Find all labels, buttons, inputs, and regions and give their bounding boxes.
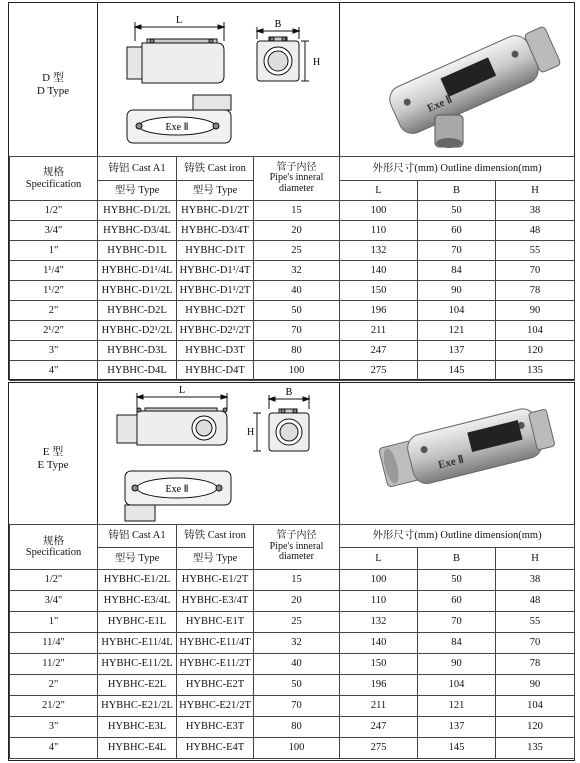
- spec-cell: 3": [10, 717, 98, 738]
- spec-cell: 3/4": [10, 591, 98, 612]
- dim-b-cell: 70: [418, 612, 496, 633]
- model-al-cell: HYBHC-D2L: [98, 301, 177, 321]
- dim-h-label: H: [313, 57, 321, 68]
- dim-l-cell: 132: [340, 612, 418, 633]
- pipe-header-en-1: Pipe's inneral: [269, 172, 324, 184]
- pipe-diameter-header: [254, 157, 340, 201]
- dim-h-cell: 70: [496, 261, 575, 281]
- model-iron-cell: HYBHC-D1¹/4T: [177, 261, 254, 281]
- dim-b-cell: 104: [418, 301, 496, 321]
- spec-header-en: Specification: [25, 547, 82, 558]
- model-iron-cell: HYBHC-D3/4T: [177, 221, 254, 241]
- dim-l-cell: 132: [340, 241, 418, 261]
- model-iron-cell: HYBHC-E3T: [177, 717, 254, 738]
- spec-cell: 1¹/4": [10, 261, 98, 281]
- dim-l-cell: 110: [340, 221, 418, 241]
- model-al-cell: HYBHC-D2¹/2L: [98, 321, 177, 341]
- d-type-block: [8, 2, 575, 380]
- e-type-header: [9, 383, 574, 525]
- model-iron-cell: HYBHC-E1/2T: [177, 570, 254, 591]
- dim-b-cell: 60: [418, 221, 496, 241]
- dim-b-cell: 145: [418, 738, 496, 759]
- model-al-cell: HYBHC-E3/4L: [98, 591, 177, 612]
- model-al-cell: HYBHC-D1L: [98, 241, 177, 261]
- dim-l-cell: 110: [340, 591, 418, 612]
- model-al-cell: HYBHC-D3/4L: [98, 221, 177, 241]
- dim-h-cell: 48: [496, 221, 575, 241]
- dim-b-cell: 84: [418, 633, 496, 654]
- model-iron-cell: HYBHC-D1T: [177, 241, 254, 261]
- dim-h-cell: 120: [496, 341, 575, 361]
- model-iron-cell: HYBHC-D2¹/2T: [177, 321, 254, 341]
- col-h-header: H: [496, 548, 575, 570]
- dim-h-cell: 38: [496, 201, 575, 221]
- table-row: [10, 221, 575, 241]
- cast-al-header: 铸铝 Cast A1: [98, 157, 177, 181]
- model-al-cell: HYBHC-D1¹/4L: [98, 261, 177, 281]
- model-iron-cell: HYBHC-E1T: [177, 612, 254, 633]
- dim-h-cell: 78: [496, 281, 575, 301]
- pipe-cell: 32: [254, 633, 340, 654]
- model-al-cell: HYBHC-E21/2L: [98, 696, 177, 717]
- pipe-header-en-2: diameter: [279, 551, 314, 563]
- dim-l-cell: 140: [340, 633, 418, 654]
- dim-l-cell: 196: [340, 301, 418, 321]
- type-label-en: E Type: [37, 459, 69, 471]
- col-b-header: B: [418, 548, 496, 570]
- dim-l-cell: 275: [340, 361, 418, 381]
- photo-marking: Exe Ⅱ: [425, 93, 455, 115]
- table-row: [10, 321, 575, 341]
- model-al-cell: HYBHC-E4L: [98, 738, 177, 759]
- d-type-photo: [340, 3, 574, 156]
- model-type-al-header: 型号 Type: [98, 548, 177, 570]
- pipe-cell: 25: [254, 612, 340, 633]
- dim-l-cell: 150: [340, 654, 418, 675]
- dim-h-cell: 55: [496, 612, 575, 633]
- col-l-header: L: [340, 181, 418, 201]
- pipe-cell: 70: [254, 696, 340, 717]
- table-row: [10, 201, 575, 221]
- dim-l-cell: 100: [340, 570, 418, 591]
- spec-header-cell: [10, 157, 98, 201]
- exe-marking: Exe Ⅱ: [165, 122, 189, 133]
- col-b-header: B: [418, 181, 496, 201]
- model-al-cell: HYBHC-E11/4L: [98, 633, 177, 654]
- model-iron-cell: HYBHC-D1¹/2T: [177, 281, 254, 301]
- e-type-spec-table: [9, 524, 575, 759]
- pipe-cell: 20: [254, 221, 340, 241]
- table-row: [10, 738, 575, 759]
- model-type-al-header: 型号 Type: [98, 181, 177, 201]
- pipe-cell: 80: [254, 341, 340, 361]
- dim-b-cell: 50: [418, 201, 496, 221]
- table-row: [10, 633, 575, 654]
- model-iron-cell: HYBHC-E11/2T: [177, 654, 254, 675]
- cast-iron-header: 铸铁 Cast iron: [177, 157, 254, 181]
- pipe-cell: 100: [254, 738, 340, 759]
- product-photo: [340, 3, 574, 156]
- dim-l-label: L: [178, 385, 186, 396]
- dim-h-label: H: [247, 427, 255, 438]
- model-al-cell: HYBHC-E3L: [98, 717, 177, 738]
- type-label-en: D Type: [36, 85, 70, 97]
- d-type-spec-table: [9, 156, 575, 381]
- exe-marking: Exe Ⅱ: [165, 484, 189, 495]
- dim-b-cell: 60: [418, 591, 496, 612]
- d-type-drawing: [97, 3, 339, 156]
- spec-cell: 21/2": [10, 696, 98, 717]
- e-type-drawing: [97, 383, 339, 524]
- table-row: [10, 261, 575, 281]
- model-iron-cell: HYBHC-D1/2T: [177, 201, 254, 221]
- model-al-cell: HYBHC-E1L: [98, 612, 177, 633]
- dim-b-cell: 121: [418, 321, 496, 341]
- model-iron-cell: HYBHC-E3/4T: [177, 591, 254, 612]
- dim-l-cell: 196: [340, 675, 418, 696]
- model-iron-cell: HYBHC-D4T: [177, 361, 254, 381]
- type-label-cn: D 型: [42, 72, 64, 84]
- type-label-cell: [9, 383, 98, 524]
- spec-cell: 11/2": [10, 654, 98, 675]
- model-al-cell: HYBHC-D4L: [98, 361, 177, 381]
- dim-l-cell: 275: [340, 738, 418, 759]
- model-al-cell: HYBHC-D1/2L: [98, 201, 177, 221]
- outline-dimension-header: 外形尺寸(mm) Outline dimension(mm): [340, 157, 575, 181]
- dim-h-cell: 70: [496, 633, 575, 654]
- photo-marking: Exe Ⅱ: [436, 453, 465, 472]
- table-row: [10, 675, 575, 696]
- dim-h-cell: 55: [496, 241, 575, 261]
- model-type-iron-header: 型号 Type: [177, 181, 254, 201]
- model-iron-cell: HYBHC-E4T: [177, 738, 254, 759]
- pipe-cell: 40: [254, 654, 340, 675]
- table-row: [10, 361, 575, 381]
- spec-cell: 4": [10, 361, 98, 381]
- pipe-diameter-header: [254, 525, 340, 570]
- col-h-header: H: [496, 181, 575, 201]
- table-row: [10, 241, 575, 261]
- dim-h-cell: 120: [496, 717, 575, 738]
- pipe-cell: 50: [254, 675, 340, 696]
- spec-cell: 2": [10, 675, 98, 696]
- table-row: [10, 612, 575, 633]
- dim-h-cell: 104: [496, 321, 575, 341]
- dim-b-cell: 121: [418, 696, 496, 717]
- dim-b-label: B: [274, 19, 282, 30]
- pipe-header-cn: 管子内径: [276, 161, 317, 173]
- dim-h-cell: 78: [496, 654, 575, 675]
- dim-h-cell: 104: [496, 696, 575, 717]
- dim-h-cell: 38: [496, 570, 575, 591]
- dim-b-cell: 70: [418, 241, 496, 261]
- model-iron-cell: HYBHC-E11/4T: [177, 633, 254, 654]
- type-label-cn: E 型: [42, 446, 64, 458]
- pipe-cell: 32: [254, 261, 340, 281]
- spec-cell: 2¹/2": [10, 321, 98, 341]
- model-iron-cell: HYBHC-E2T: [177, 675, 254, 696]
- pipe-cell: 70: [254, 321, 340, 341]
- dim-b-cell: 90: [418, 281, 496, 301]
- pipe-header-en-2: diameter: [279, 182, 314, 194]
- pipe-cell: 20: [254, 591, 340, 612]
- model-al-cell: HYBHC-E1/2L: [98, 570, 177, 591]
- spec-cell: 3": [10, 341, 98, 361]
- dim-b-cell: 84: [418, 261, 496, 281]
- outline-dimension-header: 外形尺寸(mm) Outline dimension(mm): [340, 525, 575, 548]
- dim-l-cell: 100: [340, 201, 418, 221]
- table-row: [10, 654, 575, 675]
- pipe-cell: 80: [254, 717, 340, 738]
- technical-drawing: [97, 383, 340, 524]
- e-type-photo: [340, 383, 574, 524]
- model-al-cell: HYBHC-E2L: [98, 675, 177, 696]
- model-iron-cell: HYBHC-D2T: [177, 301, 254, 321]
- pipe-cell: 25: [254, 241, 340, 261]
- dim-l-cell: 150: [340, 281, 418, 301]
- dim-b-cell: 145: [418, 361, 496, 381]
- dim-b-cell: 137: [418, 717, 496, 738]
- dim-h-cell: 90: [496, 301, 575, 321]
- dim-l-cell: 247: [340, 717, 418, 738]
- d-type-header: [9, 3, 574, 157]
- pipe-cell: 100: [254, 361, 340, 381]
- dim-b-cell: 50: [418, 570, 496, 591]
- dim-h-cell: 135: [496, 361, 575, 381]
- spec-cell: 11/4": [10, 633, 98, 654]
- e-type-block: [8, 382, 575, 761]
- spec-header-cn: 规格: [43, 167, 64, 179]
- pipe-cell: 15: [254, 201, 340, 221]
- dim-l-cell: 247: [340, 341, 418, 361]
- spec-cell: 1/2": [10, 570, 98, 591]
- dim-h-cell: 48: [496, 591, 575, 612]
- table-row: [10, 341, 575, 361]
- table-row: [10, 570, 575, 591]
- table-row: [10, 591, 575, 612]
- product-photo: [340, 383, 574, 524]
- dim-l-cell: 211: [340, 321, 418, 341]
- model-al-cell: HYBHC-D1¹/2L: [98, 281, 177, 301]
- dim-l-cell: 140: [340, 261, 418, 281]
- model-iron-cell: HYBHC-D3T: [177, 341, 254, 361]
- pipe-header-cn: 管子内径: [276, 530, 317, 542]
- dim-b-cell: 90: [418, 654, 496, 675]
- dim-l-label: L: [175, 15, 183, 26]
- dim-b-label: B: [285, 387, 293, 398]
- pipe-cell: 50: [254, 301, 340, 321]
- table-row: [10, 696, 575, 717]
- spec-cell: 3/4": [10, 221, 98, 241]
- model-type-iron-header: 型号 Type: [177, 548, 254, 570]
- technical-drawing: [97, 3, 340, 156]
- spec-cell: 1¹/2": [10, 281, 98, 301]
- pipe-cell: 15: [254, 570, 340, 591]
- spec-cell: 1": [10, 241, 98, 261]
- model-al-cell: HYBHC-E11/2L: [98, 654, 177, 675]
- dim-b-cell: 137: [418, 341, 496, 361]
- model-al-cell: HYBHC-D3L: [98, 341, 177, 361]
- col-l-header: L: [340, 548, 418, 570]
- pipe-header-en-1: Pipe's inneral: [269, 540, 324, 552]
- table-row: [10, 717, 575, 738]
- spec-cell: 4": [10, 738, 98, 759]
- spec-header-cell: [10, 525, 98, 570]
- spec-cell: 1/2": [10, 201, 98, 221]
- model-iron-cell: HYBHC-E21/2T: [177, 696, 254, 717]
- cast-al-header: 铸铝 Cast A1: [98, 525, 177, 548]
- dim-l-cell: 211: [340, 696, 418, 717]
- pipe-cell: 40: [254, 281, 340, 301]
- spec-header-en: Specification: [25, 178, 82, 190]
- cast-iron-header: 铸铁 Cast iron: [177, 525, 254, 548]
- dim-b-cell: 104: [418, 675, 496, 696]
- spec-cell: 2": [10, 301, 98, 321]
- table-row: [10, 281, 575, 301]
- type-label-cell: [9, 3, 98, 156]
- spec-header-cn: 规格: [43, 535, 64, 547]
- table-row: [10, 301, 575, 321]
- spec-cell: 1": [10, 612, 98, 633]
- dim-h-cell: 90: [496, 675, 575, 696]
- dim-h-cell: 135: [496, 738, 575, 759]
